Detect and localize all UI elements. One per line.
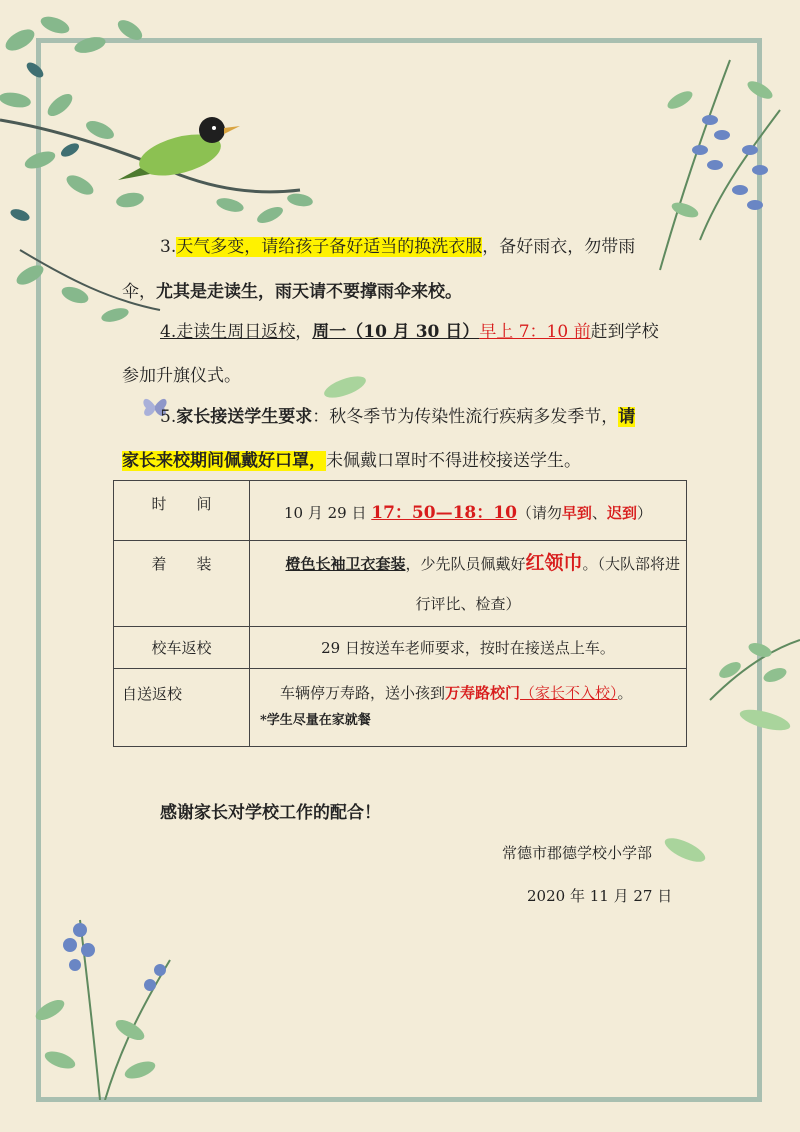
item-3-line-2 [122,280,462,304]
dress-outfit: 橙色长袖卫衣套装 [285,555,406,573]
table-row [114,481,687,541]
item-5-rest: 未佩戴口罩时不得进校接送学生。 [326,451,581,471]
pickup-time: 17：50—18：10 [371,503,517,523]
dress-line-2: 行评比、检查） [415,595,521,613]
dress-line-1 [256,543,680,584]
row-label-dress: 着 装 [114,541,250,627]
self-meal-note: *学生尽量在家就餐 [260,713,371,728]
item-3-text-2: 伞， [122,282,156,302]
row-label-bus: 校车返校 [114,627,250,669]
item-4-text: 4.走读生周日返校 [160,322,296,342]
blue-flower-illustration [640,40,800,280]
item-4-comma: ， [295,322,313,342]
row-label-self: 自送返校 [114,669,250,747]
item-3-line-1 [160,235,635,259]
row-label-time: 时 间 [114,481,250,541]
item-5-label: 家长接送学生要求 [176,407,313,427]
table-row [114,627,687,669]
dress-text: ，少先队员佩戴好 [405,555,526,573]
item-5-highlight-1: 请 [618,407,636,427]
row-self-value [250,669,687,747]
item-3-highlight: 天气多变，请给孩子备好适当的换洗衣服 [176,237,483,257]
time-note-late: 迟到 [606,504,637,522]
self-line-1 [280,679,686,707]
item-4-line-2-text: 参加升旗仪式。 [122,366,241,386]
row-time-value [250,481,687,541]
item-5-line-2 [122,449,581,473]
self-text: 车辆停万寿路，送小孩到 [280,684,446,702]
self-note: （家长不入校） [520,684,618,702]
item-4-line-1 [160,320,659,344]
table-row [114,669,687,747]
time-note: （请勿 [516,504,562,522]
item-5-line-1 [160,405,635,429]
row-dress-value [250,541,687,627]
item-3-bold: 尤其是走读生，雨天请不要撑雨伞来校。 [156,282,462,302]
branch-with-bird-illustration [0,0,340,360]
time-note-sep: 、 [591,504,607,522]
signature-date: 2020 年 11 月 27 日 [527,887,673,905]
thanks-text: 感谢家长对学校工作的配合！ [160,803,381,823]
bottom-flower-illustration [20,900,200,1100]
floating-leaf-icon [735,705,795,735]
floating-leaf-icon [660,835,710,865]
dress-text-2: 。（大队部将进 [582,555,680,573]
schedule-table [113,480,687,747]
row-bus-value: 29 日按送车老师要求，按时在接送点上车。 [250,627,687,669]
time-note-early: 早到 [561,504,592,522]
time-note-end: ） [636,504,652,522]
self-gate: 万寿路校门 [445,684,521,702]
dress-scarf: 红领巾 [525,552,583,574]
item-4-line-2 [122,364,241,388]
floating-leaf-icon [320,372,370,402]
organization-name: 常德市郡德学校小学部 [502,844,653,862]
item-3-text: ，备好雨衣，勿带雨 [482,237,636,257]
item-4-tail: 赶到学校 [590,322,659,342]
pickup-date: 10 月 29 日 [284,504,372,522]
item-5-number: 5. [160,407,177,427]
item-5-text: ：秋冬季节为传染性流行疾病多发季节， [312,407,619,427]
item-4-time: 早上 7：10 前 [479,322,591,342]
self-end: 。 [617,684,633,702]
item-3-number: 3. [160,237,177,257]
item-5-highlight-2: 家长来校期间佩戴好口罩， [122,451,326,471]
item-4-date: 周一（10 月 30 日） [312,322,480,342]
table-row [114,541,687,627]
